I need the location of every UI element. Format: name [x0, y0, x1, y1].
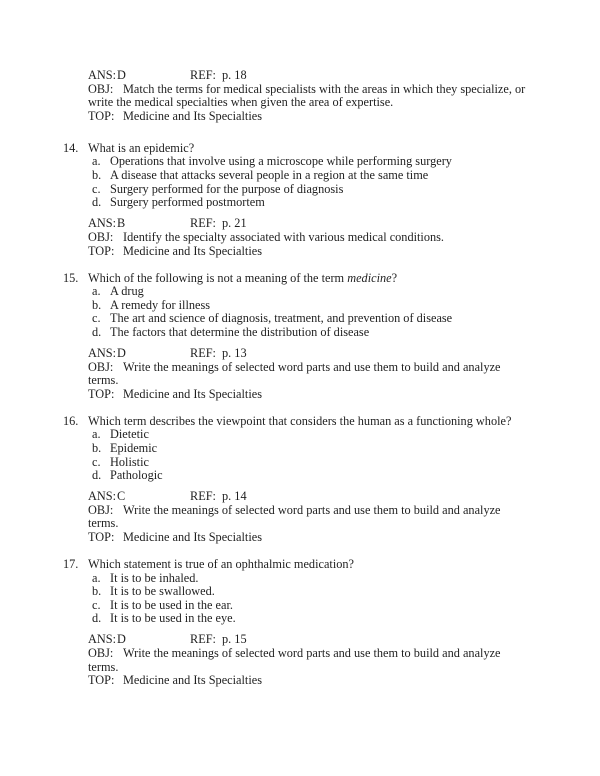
obj-paragraph — [88, 504, 540, 531]
option-a — [92, 285, 540, 299]
option-letter: a. — [92, 427, 101, 442]
option-d — [92, 196, 540, 210]
obj-paragraph — [88, 83, 540, 110]
option-b — [92, 442, 540, 456]
answer-block-carryover — [88, 69, 540, 123]
obj-label: OBJ: — [88, 646, 114, 661]
answer-block — [88, 217, 540, 258]
option-c — [92, 456, 540, 470]
option-b — [92, 299, 540, 313]
option-letter: b. — [92, 297, 102, 312]
obj-text-line2: write the medical specialties when given the area of expertise. — [88, 95, 394, 110]
ref-value: p. 15 — [222, 632, 247, 647]
option-c — [92, 312, 540, 326]
ans-label: ANS: — [88, 345, 117, 360]
option-b — [92, 585, 540, 599]
ans-ref-line — [88, 347, 540, 361]
question-15 — [63, 272, 540, 402]
obj-label: OBJ: — [88, 229, 114, 244]
option-text: A drug — [110, 284, 144, 299]
option-letter: b. — [92, 168, 102, 183]
option-letter: b. — [92, 584, 102, 599]
ref-value: p. 18 — [222, 68, 247, 82]
option-a — [92, 428, 540, 442]
obj-text-line1: Write the meanings of selected word parts and use them to build and analyze — [123, 646, 501, 661]
option-c — [92, 599, 540, 613]
ref-label: REF: — [190, 345, 216, 360]
ref-value: p. 14 — [222, 489, 247, 504]
option-letter: d. — [92, 195, 102, 210]
option-text: Operations that involve using a microscope while performing surgery — [110, 154, 452, 169]
obj-label: OBJ: — [88, 502, 114, 517]
option-a — [92, 572, 540, 586]
option-letter: d. — [92, 468, 102, 483]
top-label: TOP: — [88, 108, 115, 123]
top-line — [88, 531, 540, 545]
option-letter: d. — [92, 324, 102, 339]
option-text: Pathologic — [110, 468, 163, 483]
option-text: A remedy for illness — [110, 297, 211, 312]
top-label: TOP: — [88, 673, 115, 688]
top-label: TOP: — [88, 386, 115, 401]
answer-block — [88, 633, 540, 687]
option-a — [92, 155, 540, 169]
ans-ref-line — [88, 633, 540, 647]
option-text: The art and science of diagnosis, treatment, and prevention of disease — [110, 311, 453, 326]
question-text: What is an epidemic? — [88, 140, 195, 155]
question-line — [63, 272, 540, 286]
ans-ref-line — [88, 69, 540, 83]
obj-label: OBJ: — [88, 81, 114, 96]
ref-label: REF: — [190, 632, 216, 647]
option-text: Epidemic — [110, 440, 158, 455]
option-letter: b. — [92, 440, 102, 455]
top-line — [88, 388, 540, 402]
option-d — [92, 612, 540, 626]
option-letter: d. — [92, 611, 102, 626]
ans-label: ANS: — [88, 489, 117, 504]
ans-value: D — [117, 632, 126, 647]
top-value: Medicine and Its Specialties — [123, 530, 262, 544]
top-value: Medicine and Its Specialties — [123, 386, 262, 401]
question-line — [63, 142, 540, 156]
question-14 — [63, 142, 540, 258]
obj-text-line2: terms. — [88, 516, 119, 531]
question-text: Which term describes the viewpoint that considers the human as a functioning whole? — [88, 413, 512, 428]
question-number: 14. — [63, 140, 79, 155]
obj-label: OBJ: — [88, 359, 114, 374]
answer-block — [88, 347, 540, 401]
option-text: Surgery performed postmortem — [110, 195, 265, 210]
option-text: A disease that attacks several people in a region at the same time — [110, 168, 429, 183]
question-text-italic: medicine — [347, 270, 392, 285]
top-value: Medicine and Its Specialties — [123, 673, 262, 688]
ans-label: ANS: — [88, 632, 117, 647]
question-17 — [63, 558, 540, 688]
option-letter: c. — [92, 181, 101, 196]
question-text-part: ? — [391, 270, 398, 285]
option-letter: a. — [92, 284, 101, 299]
option-letter: c. — [92, 311, 101, 326]
ans-ref-line — [88, 217, 540, 231]
question-number: 17. — [63, 556, 79, 571]
top-line — [88, 674, 540, 688]
option-letter: c. — [92, 597, 101, 612]
option-text: Surgery performed for the purpose of diagnosis — [110, 181, 344, 196]
option-text: It is to be inhaled. — [110, 570, 199, 585]
ans-value: D — [117, 345, 126, 360]
option-letter: c. — [92, 454, 101, 469]
option-text: Holistic — [110, 454, 149, 469]
question-number: 16. — [63, 413, 79, 428]
top-label: TOP: — [88, 243, 115, 258]
obj-text-line1: Match the terms for medical specialists with the areas in which they specialize, or — [123, 81, 526, 96]
ans-value: C — [117, 489, 126, 504]
option-text: Dietetic — [110, 427, 149, 442]
question-line — [63, 558, 540, 572]
obj-text-line1: Write the meanings of selected word parts and use them to build and analyze — [123, 502, 501, 517]
obj-paragraph — [88, 231, 540, 245]
top-value: Medicine and Its Specialties — [123, 243, 262, 258]
question-number: 15. — [63, 270, 79, 285]
obj-text-line1: Write the meanings of selected word parts and use them to build and analyze — [123, 359, 501, 374]
question-text — [88, 271, 397, 285]
obj-text-line1: Identify the specialty associated with various medical conditions. — [123, 229, 444, 244]
option-letter: a. — [92, 570, 101, 585]
ans-label: ANS: — [88, 68, 117, 82]
ans-ref-line — [88, 490, 540, 504]
ref-label: REF: — [190, 216, 216, 231]
option-d — [92, 326, 540, 340]
option-text: The factors that determine the distribution of disease — [110, 324, 370, 339]
question-text-part: Which of the following is not a meaning of the term — [88, 270, 348, 285]
ans-label: ANS: — [88, 216, 117, 231]
obj-paragraph — [88, 361, 540, 388]
ans-value: B — [117, 216, 126, 231]
question-line — [63, 415, 540, 429]
ref-value: p. 13 — [222, 345, 247, 360]
option-c — [92, 183, 540, 197]
option-b — [92, 169, 540, 183]
option-text: It is to be used in the ear. — [110, 597, 233, 612]
question-16 — [63, 415, 540, 545]
top-line — [88, 110, 540, 124]
option-text: It is to be swallowed. — [110, 584, 215, 599]
obj-text-line2: terms. — [88, 373, 119, 388]
top-label: TOP: — [88, 530, 115, 544]
ref-label: REF: — [190, 68, 216, 82]
question-text: Which statement is true of an ophthalmic medication? — [88, 556, 355, 571]
option-text: It is to be used in the eye. — [110, 611, 236, 626]
obj-text-line2: terms. — [88, 659, 119, 674]
top-line — [88, 245, 540, 259]
ref-label: REF: — [190, 489, 216, 504]
answer-block — [88, 490, 540, 544]
option-d — [92, 469, 540, 483]
ref-value: p. 21 — [222, 216, 247, 231]
top-value: Medicine and Its Specialties — [123, 108, 262, 123]
option-letter: a. — [92, 154, 101, 169]
obj-paragraph — [88, 647, 540, 674]
ans-value: D — [117, 68, 126, 82]
